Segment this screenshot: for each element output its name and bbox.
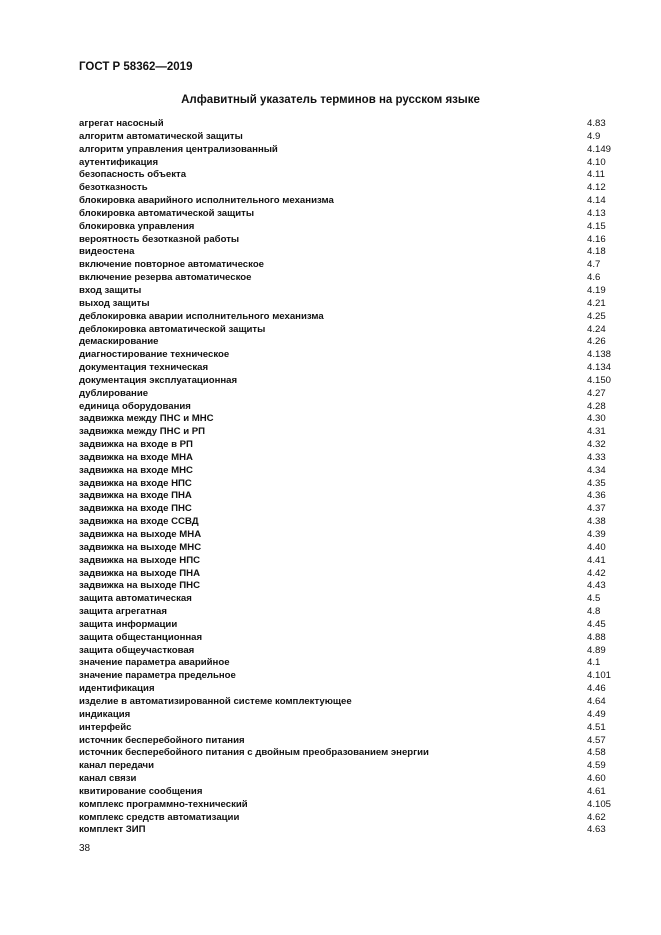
term-row xyxy=(79,234,619,247)
term-row xyxy=(79,388,619,401)
term-reference: 4.7 xyxy=(587,259,601,271)
term-row xyxy=(79,735,619,748)
term-row xyxy=(79,336,619,349)
term-reference: 4.31 xyxy=(587,426,606,438)
term-row xyxy=(79,118,619,131)
term-reference: 4.38 xyxy=(587,516,606,528)
index-title: Алфавитный указатель терминов на русском языке xyxy=(181,94,480,106)
term-row xyxy=(79,285,619,298)
term-reference: 4.21 xyxy=(587,297,606,309)
term-row xyxy=(79,516,619,529)
term-row xyxy=(79,426,619,439)
term-reference: 4.37 xyxy=(587,503,606,515)
term-reference: 4.9 xyxy=(587,130,601,142)
term-row xyxy=(79,709,619,722)
term-text: защита общеучастковая xyxy=(79,644,195,656)
term-reference: 4.101 xyxy=(587,670,612,682)
term-reference: 4.6 xyxy=(587,272,601,284)
term-text: задвижка на входе в РП xyxy=(79,439,193,451)
term-reference: 4.88 xyxy=(587,631,606,643)
term-reference: 4.33 xyxy=(587,451,606,463)
term-text: задвижка на входе ПНС xyxy=(79,503,192,515)
term-reference: 4.61 xyxy=(587,785,606,797)
term-row xyxy=(79,619,619,632)
term-reference: 4.35 xyxy=(587,477,606,489)
term-reference: 4.39 xyxy=(587,529,606,540)
term-text: документация техническая xyxy=(79,362,209,374)
term-text: задвижка на выходе МНС xyxy=(79,541,202,553)
term-row xyxy=(79,696,619,709)
term-row xyxy=(79,529,619,542)
term-text: источник бесперебойного питания с двойным преобразованием энергии xyxy=(79,747,429,759)
term-row xyxy=(79,657,619,670)
term-row xyxy=(79,593,619,606)
term-reference: 4.30 xyxy=(587,413,606,425)
term-text: задвижка на выходе ПНС xyxy=(79,580,201,592)
term-row xyxy=(79,221,619,234)
page-number: 38 xyxy=(79,843,91,854)
term-text: агрегат насосный xyxy=(79,118,164,129)
term-text: включение повторное автоматическое xyxy=(79,259,265,271)
term-reference: 4.5 xyxy=(587,593,601,605)
term-text: защита общестанционная xyxy=(79,631,203,643)
term-reference: 4.12 xyxy=(587,182,606,194)
term-text: видеостена xyxy=(79,246,135,258)
term-text: дублирование xyxy=(79,387,149,399)
term-text: задвижка на входе ПНА xyxy=(79,490,192,502)
term-reference: 4.41 xyxy=(587,554,606,566)
term-reference: 4.138 xyxy=(587,349,612,361)
term-row xyxy=(79,645,619,658)
term-row xyxy=(79,478,619,491)
term-text: канал связи xyxy=(79,773,137,785)
term-row xyxy=(79,452,619,465)
term-reference: 4.10 xyxy=(587,156,606,168)
term-row xyxy=(79,799,619,812)
term-row xyxy=(79,670,619,683)
term-text: блокировка аварийного исполнительного механизма xyxy=(79,195,334,207)
term-row xyxy=(79,272,619,285)
term-text: квитирование сообщения xyxy=(79,785,203,797)
term-row xyxy=(79,195,619,208)
term-index-list xyxy=(79,118,619,837)
term-text: комплекс средств автоматизации xyxy=(79,811,240,823)
term-reference: 4.62 xyxy=(587,811,606,823)
term-reference: 4.83 xyxy=(587,118,606,129)
term-reference: 4.134 xyxy=(587,362,612,374)
term-row xyxy=(79,747,619,760)
term-reference: 4.1 xyxy=(587,657,601,669)
term-row xyxy=(79,324,619,337)
term-reference: 4.11 xyxy=(587,169,605,181)
term-reference: 4.36 xyxy=(587,490,606,502)
term-text: задвижка на выходе ПНА xyxy=(79,567,201,579)
term-text: вход защиты xyxy=(79,284,142,296)
term-row xyxy=(79,157,619,170)
term-text: канал передачи xyxy=(79,760,155,772)
term-reference: 4.51 xyxy=(587,721,606,733)
term-row xyxy=(79,131,619,144)
term-text: единица оборудования xyxy=(79,400,191,412)
term-row xyxy=(79,722,619,735)
term-text: защита информации xyxy=(79,618,178,630)
term-text: задвижка между ПНС и РП xyxy=(79,426,206,438)
term-reference: 4.59 xyxy=(587,760,606,772)
term-reference: 4.18 xyxy=(587,246,606,258)
term-row xyxy=(79,401,619,414)
term-row xyxy=(79,555,619,568)
term-reference: 4.13 xyxy=(587,207,606,219)
term-row xyxy=(79,375,619,388)
term-text: алгоритм автоматической защиты xyxy=(79,130,243,142)
term-text: деблокировка автоматической защиты xyxy=(79,323,266,335)
term-text: комплекс программно-технический xyxy=(79,798,248,810)
term-text: задвижка между ПНС и МНС xyxy=(79,413,214,425)
term-reference: 4.105 xyxy=(587,798,612,810)
term-row xyxy=(79,786,619,799)
term-reference: 4.89 xyxy=(587,644,606,656)
term-reference: 4.26 xyxy=(587,336,606,348)
term-row xyxy=(79,362,619,375)
term-row xyxy=(79,439,619,452)
term-text: документация эксплуатационная xyxy=(79,374,238,386)
term-text: демаскирование xyxy=(79,336,159,348)
term-text: индикация xyxy=(79,708,131,720)
term-row xyxy=(79,503,619,516)
term-reference: 4.43 xyxy=(587,580,606,592)
term-text: алгоритм управления централизованный xyxy=(79,143,278,155)
term-reference: 4.150 xyxy=(587,374,612,386)
term-text: диагностирование техническое xyxy=(79,349,230,361)
term-text: интерфейс xyxy=(79,721,132,733)
term-row xyxy=(79,683,619,696)
term-text: блокировка автоматической защиты xyxy=(79,207,255,219)
term-text: безотказность xyxy=(79,182,148,194)
term-text: вероятность безотказной работы xyxy=(79,233,240,245)
term-reference: 4.32 xyxy=(587,439,606,451)
term-row xyxy=(79,773,619,786)
term-text: задвижка на входе МНА xyxy=(79,451,193,463)
term-reference: 4.149 xyxy=(587,143,612,155)
term-reference: 4.64 xyxy=(587,695,606,707)
term-reference: 4.34 xyxy=(587,464,606,476)
term-text: комплект ЗИП xyxy=(79,824,146,836)
term-text: защита автоматическая xyxy=(79,593,192,605)
term-row xyxy=(79,490,619,503)
term-reference: 4.28 xyxy=(587,400,606,412)
term-reference: 4.19 xyxy=(587,284,606,296)
term-row xyxy=(79,298,619,311)
term-reference: 4.40 xyxy=(587,541,606,553)
term-reference: 4.15 xyxy=(587,220,606,232)
term-text: безопасность объекта xyxy=(79,169,187,181)
term-reference: 4.27 xyxy=(587,387,606,399)
term-row xyxy=(79,824,619,837)
term-text: деблокировка аварии исполнительного механизма xyxy=(79,310,324,322)
term-reference: 4.49 xyxy=(587,708,606,720)
term-text: включение резерва автоматическое xyxy=(79,272,252,284)
term-row xyxy=(79,760,619,773)
term-text: задвижка на выходе НПС xyxy=(79,554,201,566)
term-text: выход защиты xyxy=(79,297,150,309)
term-reference: 4.42 xyxy=(587,567,606,579)
term-text: блокировка управления xyxy=(79,220,195,232)
term-reference: 4.16 xyxy=(587,233,606,245)
term-row xyxy=(79,144,619,157)
term-row xyxy=(79,568,619,581)
term-reference: 4.57 xyxy=(587,734,606,746)
term-text: значение параметра аварийное xyxy=(79,657,230,669)
term-text: источник бесперебойного питания xyxy=(79,734,245,746)
term-text: задвижка на входе НПС xyxy=(79,477,192,489)
term-row xyxy=(79,580,619,593)
term-reference: 4.58 xyxy=(587,747,606,759)
term-row xyxy=(79,182,619,195)
term-row xyxy=(79,465,619,478)
term-reference: 4.60 xyxy=(587,773,606,785)
term-row xyxy=(79,169,619,182)
term-text: задвижка на входе МНС xyxy=(79,464,193,476)
term-reference: 4.45 xyxy=(587,618,606,630)
term-row xyxy=(79,259,619,272)
term-text: идентификация xyxy=(79,683,155,695)
term-text: защита агрегатная xyxy=(79,606,167,618)
term-text: изделие в автоматизированной системе комплектующее xyxy=(79,695,352,707)
term-reference: 4.24 xyxy=(587,323,606,335)
term-text: аутентификация xyxy=(79,156,159,168)
document-code-header: ГОСТ Р 58362—2019 xyxy=(79,61,193,73)
term-text: задвижка на входе ССВД xyxy=(79,516,199,528)
term-row xyxy=(79,246,619,259)
term-row xyxy=(79,208,619,221)
term-row xyxy=(79,812,619,825)
term-row xyxy=(79,311,619,324)
term-row xyxy=(79,542,619,555)
term-row xyxy=(79,413,619,426)
term-reference: 4.63 xyxy=(587,824,606,836)
term-text: значение параметра предельное xyxy=(79,670,236,682)
term-text: задвижка на выходе МНА xyxy=(79,529,202,540)
term-reference: 4.46 xyxy=(587,683,606,695)
term-row xyxy=(79,632,619,645)
term-row xyxy=(79,349,619,362)
term-reference: 4.14 xyxy=(587,195,606,207)
term-row xyxy=(79,606,619,619)
term-reference: 4.8 xyxy=(587,606,601,618)
term-reference: 4.25 xyxy=(587,310,606,322)
